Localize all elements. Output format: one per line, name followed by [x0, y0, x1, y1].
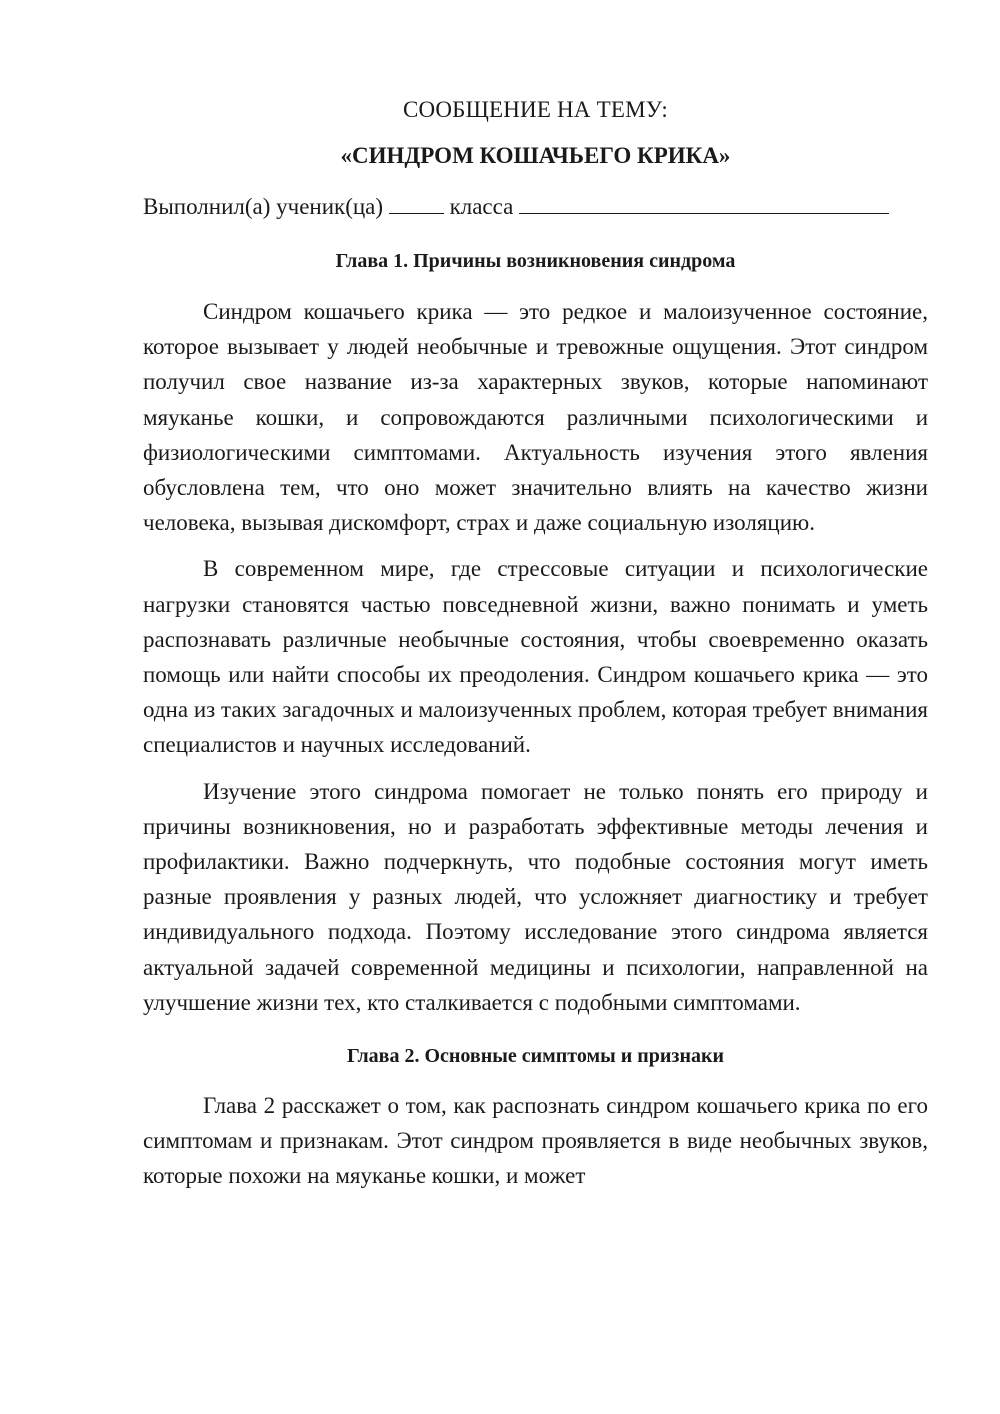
chapter-1-paragraph-2: В современном мире, где стрессовые ситуации и психологические нагрузки становятся частью повседневной жизни, важно понимать и уметь распознавать различные необычные состояния, чтобы своевременно оказать помощь или найти способы их преодоления. Синдром кошачьего крика — это одна из таких загадочных и малоизученных проблем, которая требует внимания специалистов и научных исследований.	[143, 556, 928, 758]
author-class-word: класса	[449, 194, 514, 219]
author-line	[143, 189, 928, 224]
chapter-2-heading: Глава 2. Основные симптомы и признаки	[346, 1045, 725, 1068]
chapter-2-paragraph-1: Глава 2 расскажет о том, как распознать синдром кошачьего крика по его симптомам и признакам. Этот синдром проявляется в виде необычных звуков, которые похожи на мяуканье кошки, и может	[143, 1093, 928, 1189]
chapter-1-paragraph-3: Изучение этого синдрома помогает не только понять его природу и причины возникновения, но и разработать эффективные методы лечения и профилактики. Важно подчеркнуть, что подобные состояния могут иметь разные проявления у разных людей, что усложняет диагностику и требует индивидуального подхода. Поэтому исследование этого синдрома является актуальной задачей современной медицины и психологии, направленной на улучшение жизни тех, кто сталкивается с подобными симптомами.	[143, 778, 928, 1015]
class-blank	[389, 191, 444, 214]
document-page	[143, 92, 928, 1194]
chapter-1-paragraph-1: Синдром кошачьего крика — это редкое и малоизученное состояние, которое вызывает у людей необычные и тревожные ощущения. Этот синдром получил свое название из-за характерных звуков, которые напоминают мяуканье кошки, и сопровождаются различными психологическими и физиологическими симптомами. Актуальность изучения этого явления обусловлена тем, что оно может значительно влиять на качество жизни человека, вызывая дискомфорт, страх и даже социальную изоляцию.	[143, 299, 928, 536]
author-prefix: Выполнил(а) ученик(ца)	[143, 194, 384, 219]
chapter-1-heading: Глава 1. Причины возникновения синдрома	[335, 250, 736, 272]
title-line-1: СООБЩЕНИЕ НА ТЕМУ:	[403, 97, 668, 122]
title-line-2: «СИНДРОМ КОШАЧЬЕГО КРИКА»	[340, 143, 731, 168]
name-blank	[519, 191, 889, 214]
